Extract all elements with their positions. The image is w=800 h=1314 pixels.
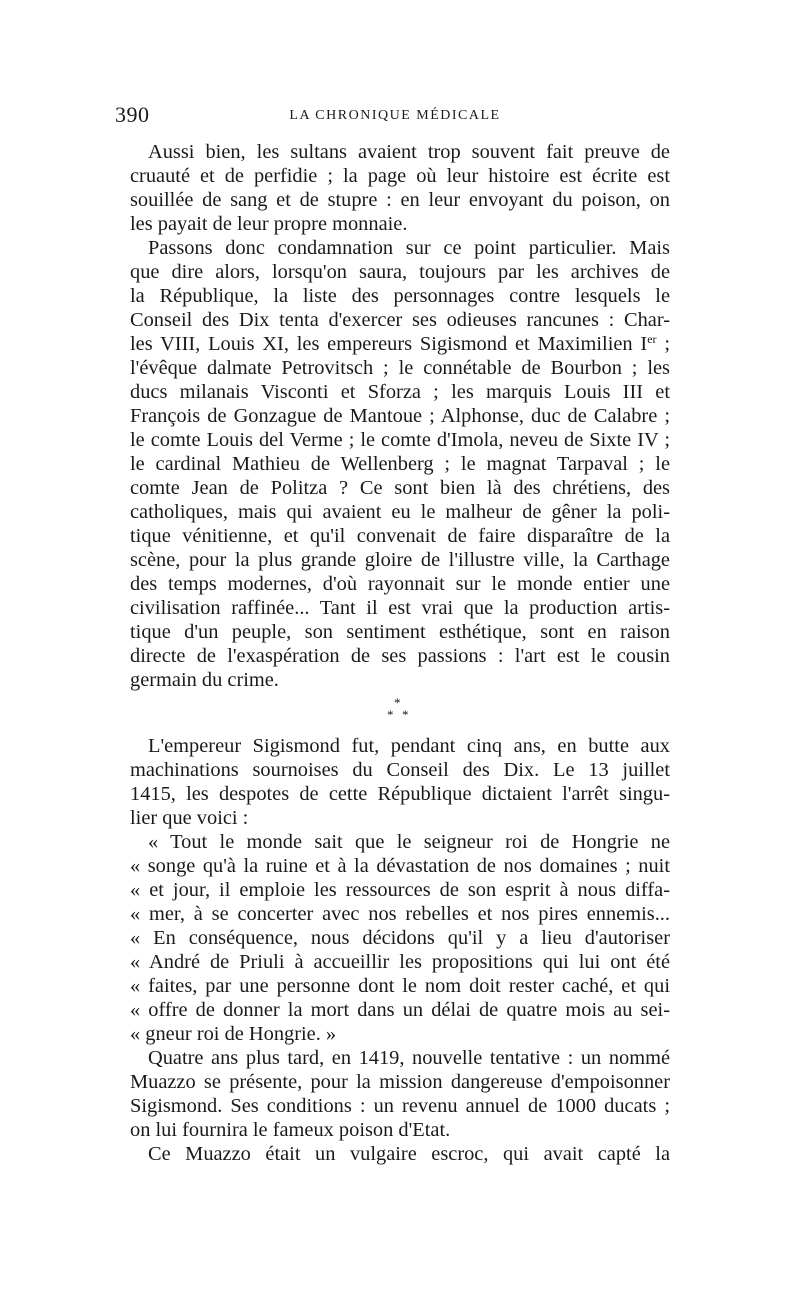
text-line: Quatre ans plus tard, en 1419, nouvelle tentative : un nommé <box>148 1047 670 1069</box>
text-line: ducs milanais Visconti et Sforza ; les marquis Louis III et <box>130 381 670 403</box>
text-line: civilisation raffinée... Tant il est vrai que la production artis- <box>130 597 670 619</box>
text-line: Passons donc condamnation sur ce point particulier. Mais <box>148 237 670 259</box>
quote-line: « mer, à se concerter avec nos rebelles et nos pires ennemis... <box>130 903 670 925</box>
text-line: Muazzo se présente, pour la mission dangereuse d'empoisonner <box>130 1071 670 1093</box>
quote-line: « En conséquence, nous décidons qu'il y a lieu d'autoriser <box>130 927 670 949</box>
text-line: le cardinal Mathieu de Wellenberg ; le magnat Tarpaval ; le <box>130 453 670 475</box>
text-line: que dire alors, lorsqu'on saura, toujours par les archives de <box>130 261 670 283</box>
text-line: les VIII, Louis XI, les empereurs Sigismond et Maximilien I <box>130 333 648 355</box>
text-line: germain du crime. <box>130 669 279 691</box>
text-line: l'évêque dalmate Petrovitsch ; le connétable de Bourbon ; les <box>130 357 670 379</box>
asterism-star: * <box>402 707 409 722</box>
page-header <box>115 100 675 130</box>
text-line-with-superscript <box>130 332 670 357</box>
text-line: scène, pour la plus grande gloire de l'illustre ville, la Carthage <box>130 549 670 571</box>
text-line: comte Jean de Politza ? Ce sont bien là des chrétiens, des <box>130 477 670 499</box>
text-line: Conseil des Dix tenta d'exercer ses odieuses rancunes : Char- <box>130 309 670 331</box>
text-line: Ce Muazzo était un vulgaire escroc, qui avait capté la <box>148 1143 670 1165</box>
text-line: machinations sournoises du Conseil des Dix. Le 13 juillet <box>130 759 670 781</box>
text-line: lier que voici : <box>130 807 249 829</box>
superscript: er <box>647 332 657 346</box>
quote-line: « offre de donner la mort dans un délai de quatre mois au sei- <box>130 999 670 1021</box>
text-line: tique d'un peuple, son sentiment esthétique, sont en raison <box>130 621 670 643</box>
text-line: souillée de sang et de stupre : en leur envoyant du poison, on <box>130 189 670 211</box>
text-line: Sigismond. Ses conditions : un revenu annuel de 1000 ducats ; <box>130 1095 670 1117</box>
text-line: François de Gonzague de Mantoue ; Alphonse, duc de Calabre ; <box>130 405 670 427</box>
page-number: 390 <box>115 102 150 127</box>
text-line: L'empereur Sigismond fut, pendant cinq ans, en butte aux <box>148 735 670 757</box>
text-line: tique vénitienne, et qu'il convenait de faire disparaître de la <box>130 525 670 547</box>
quote-line: « et jour, il emploie les ressources de son esprit à nous diffa- <box>130 879 670 901</box>
text-line: 1415, les despotes de cette République dictaient l'arrêt singu- <box>130 783 670 805</box>
quote-line: « Tout le monde sait que le seigneur roi de Hongrie ne <box>148 831 670 853</box>
quote-line: « gneur roi de Hongrie. » <box>130 1023 337 1045</box>
text-line: les payait de leur propre monnaie. <box>130 213 408 235</box>
asterism-divider <box>360 694 440 730</box>
text-line: catholiques, mais qui avaient eu le malheur de gêner la poli- <box>130 501 670 523</box>
asterism-star: * <box>394 695 401 710</box>
quote-line: « André de Priuli à accueillir les propositions qui lui ont été <box>130 951 670 973</box>
running-title: LA CHRONIQUE MÉDICALE <box>289 108 501 123</box>
quote-line: « faites, par une personne dont le nom doit rester caché, et qui <box>130 975 670 997</box>
text-line: la République, la liste des personnages contre lesquels le <box>130 285 670 307</box>
text-line: cruauté et de perfidie ; la page où leur histoire est écrite est <box>130 165 670 187</box>
text-line: on lui fournira le fameux poison d'Etat. <box>130 1119 451 1141</box>
text-line: le comte Louis del Verme ; le comte d'Imola, neveu de Sixte IV ; <box>130 429 670 451</box>
text-line: Aussi bien, les sultans avaient trop souvent fait preuve de <box>148 141 670 163</box>
text-line: des temps modernes, d'où rayonnait sur le monde entier une <box>130 573 670 595</box>
asterism-star: * <box>387 707 394 722</box>
superscript-trailing: ; <box>656 333 670 355</box>
quote-line: « songe qu'à la ruine et à la dévastation de nos domaines ; nuit <box>130 855 670 877</box>
text-line: directe de l'exaspération de ses passions : l'art est le cousin <box>130 645 670 667</box>
